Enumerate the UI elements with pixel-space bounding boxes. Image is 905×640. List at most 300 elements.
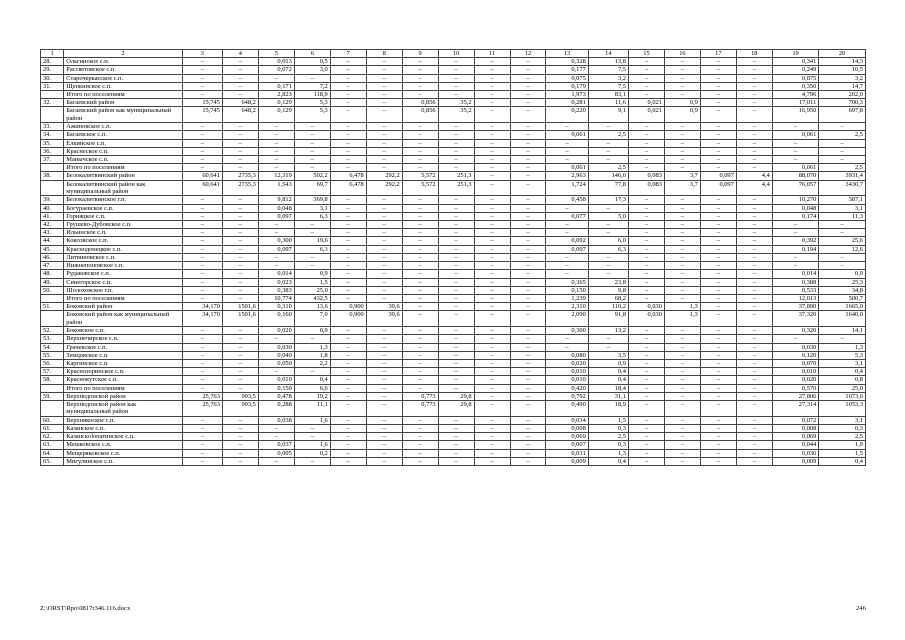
table-cell: – [474,212,510,220]
row-number: 65. [41,457,64,465]
table-cell: – [294,123,330,131]
column-header: 3 [182,50,222,58]
table-cell: 37,320 [772,311,819,327]
table-cell: – [664,237,700,245]
table-cell: – [510,66,546,74]
table-cell: 0,034 [546,416,588,424]
row-number: 44. [41,237,64,245]
table-cell: 0,075 [772,74,819,82]
column-header: 6 [294,50,330,58]
table-cell: – [819,229,866,237]
table-row [41,204,866,212]
table-cell: – [510,82,546,90]
table-cell: – [366,416,402,424]
table-cell: – [366,66,402,74]
table-cell: – [664,139,700,147]
table-cell: 0,014 [772,270,819,278]
table-cell: 0,008 [772,424,819,432]
table-cell: – [330,376,366,384]
table-cell: – [772,139,819,147]
table-cell: 0,194 [772,245,819,253]
table-cell: – [700,131,736,139]
table-cell: – [402,156,438,164]
table-cell: – [438,294,474,302]
table-cell: – [366,221,402,229]
table-cell: – [628,164,664,172]
row-name: Итого по поселениям [64,384,182,392]
table-cell: 0,072 [258,66,294,74]
table-cell: – [330,156,366,164]
table-cell: – [222,164,258,172]
table-cell: – [736,82,772,90]
table-cell: – [330,123,366,131]
table-cell: – [628,278,664,286]
table-row [41,196,866,204]
table-cell: – [438,229,474,237]
row-number: 48. [41,270,64,278]
table-cell: – [510,245,546,253]
table-cell: 3,1 [819,204,866,212]
table-cell: – [736,424,772,432]
table-cell: – [474,172,510,180]
table-cell: 0,900 [330,311,366,327]
row-name: Шолоховское г.п. [64,286,182,294]
table-cell: – [294,139,330,147]
table-cell: 0,773 [402,392,438,400]
table-cell: – [330,449,366,457]
table-cell: 0,9 [294,327,330,335]
table-row [41,253,866,261]
table-cell: – [402,74,438,82]
column-header: 18 [736,50,772,58]
table-cell: – [182,156,222,164]
table-cell: – [628,457,664,465]
column-header: 9 [402,50,438,58]
table-cell: 10,270 [772,196,819,204]
table-cell: – [664,351,700,359]
table-cell: 0,9 [294,270,330,278]
table-cell: 0,179 [546,82,588,90]
table-cell: – [182,229,222,237]
table-row [41,74,866,82]
table-cell: 76,057 [772,180,819,196]
table-cell: – [736,262,772,270]
table-cell: – [366,204,402,212]
table-cell: – [330,196,366,204]
table-cell: 1,8 [294,351,330,359]
table-cell: – [474,196,510,204]
table-cell: 34,8 [819,286,866,294]
table-cell: – [736,294,772,302]
table-cell: – [628,237,664,245]
table-cell: – [402,270,438,278]
table-cell: – [588,147,628,155]
table-cell: – [474,400,510,416]
table-cell: – [438,449,474,457]
table-cell: – [736,123,772,131]
row-name: Верхнякоское с.п. [64,416,182,424]
table-cell: – [438,262,474,270]
table-cell: – [402,204,438,212]
table-cell: – [438,204,474,212]
table-cell: – [700,416,736,424]
table-cell: – [700,107,736,123]
table-cell: – [438,424,474,432]
table-row [41,164,866,172]
table-cell: – [510,180,546,196]
table-cell: – [474,237,510,245]
table-cell: – [474,416,510,424]
table-cell: – [736,376,772,384]
table-cell: – [474,351,510,359]
table-cell: 0,420 [546,384,588,392]
table-cell: – [330,416,366,424]
table-cell: – [182,457,222,465]
table-cell: – [222,82,258,90]
table-cell: – [402,164,438,172]
row-name: Синегорское с.п. [64,278,182,286]
table-cell: – [474,66,510,74]
table-cell: – [736,303,772,311]
table-cell: 0,341 [772,58,819,66]
table-cell: 369,8 [294,196,330,204]
table-cell: – [366,164,402,172]
row-number [41,294,64,302]
table-cell: 0,021 [628,99,664,107]
table-cell: – [700,343,736,351]
table-cell: – [628,270,664,278]
table-row [41,229,866,237]
row-number [41,164,64,172]
table-cell: 6,3 [294,212,330,220]
table-cell: 2735,3 [222,180,258,196]
table-row [41,359,866,367]
table-cell: – [402,343,438,351]
table-cell: 1,5 [819,449,866,457]
table-cell: – [474,343,510,351]
table-cell: – [366,449,402,457]
table-cell: 0,008 [546,424,588,432]
row-number: 37. [41,156,64,164]
table-cell: 0,044 [772,441,819,449]
table-cell: – [258,433,294,441]
table-cell: – [366,384,402,392]
table-cell: 1,5 [588,416,628,424]
table-cell: – [182,196,222,204]
table-cell: 0,040 [258,351,294,359]
table-cell: – [628,433,664,441]
table-cell: – [510,294,546,302]
table-cell: 1501,6 [222,311,258,327]
column-header: 16 [664,50,700,58]
table-cell: – [182,204,222,212]
table-cell: – [402,424,438,432]
table-cell: – [330,327,366,335]
table-cell: – [510,303,546,311]
table-cell: – [222,351,258,359]
table-row [41,368,866,376]
table-cell: – [474,221,510,229]
table-row [41,327,866,335]
table-cell: – [474,204,510,212]
table-cell: – [664,368,700,376]
table-cell: – [366,139,402,147]
table-cell: – [736,229,772,237]
table-cell: – [182,221,222,229]
table-cell: – [474,286,510,294]
table-cell: – [736,58,772,66]
table-cell: – [628,392,664,400]
table-cell: 68,2 [588,294,628,302]
table-cell: – [402,212,438,220]
table-cell: 0,072 [772,416,819,424]
row-name: Белокалитвинский район как муниципальный район [64,180,182,196]
table-cell: – [222,139,258,147]
table-cell: – [474,424,510,432]
table-cell: – [402,91,438,99]
table-cell: 0,030 [628,311,664,327]
table-cell: 6,3 [294,245,330,253]
table-cell: – [819,156,866,164]
table-cell: – [819,335,866,343]
row-name: Каргинское с.п. [64,359,182,367]
table-cell: – [438,303,474,311]
table-cell: 0,320 [772,327,819,335]
table-cell: – [736,196,772,204]
table-cell: 23,8 [588,278,628,286]
table-cell: – [222,212,258,220]
table-cell: 251,3 [438,180,474,196]
table-cell: – [736,237,772,245]
table-cell: – [474,82,510,90]
table-cell: – [366,58,402,66]
table-cell: 0,177 [546,66,588,74]
table-cell: – [258,221,294,229]
table-cell: 0,570 [772,384,819,392]
table-cell: – [736,368,772,376]
table-cell: 13,8 [588,58,628,66]
table-cell: – [330,286,366,294]
table-cell: 0,4 [588,368,628,376]
table-cell: – [402,139,438,147]
table-cell: – [222,58,258,66]
table-cell: – [628,91,664,99]
table-cell: 0,020 [772,376,819,384]
table-cell: 1501,6 [222,303,258,311]
table-cell: – [772,262,819,270]
table-cell: – [222,221,258,229]
table-cell: – [366,327,402,335]
table-cell: 18,4 [588,384,628,392]
table-cell: 6,6 [294,384,330,392]
table-cell: – [294,147,330,155]
table-cell: – [664,212,700,220]
table-cell: – [366,131,402,139]
table-cell: 60,641 [182,172,222,180]
table-cell: – [330,400,366,416]
table-cell: – [438,139,474,147]
table-cell: – [700,58,736,66]
table-cell: – [510,91,546,99]
table-cell: – [736,245,772,253]
row-name: Краснозоринское с.п. [64,368,182,376]
table-cell: – [664,91,700,99]
table-cell: – [700,196,736,204]
table-cell: – [628,82,664,90]
table-cell: – [438,131,474,139]
table-cell: – [700,424,736,432]
table-cell: – [700,66,736,74]
table-cell: – [736,270,772,278]
table-cell: – [772,123,819,131]
table-cell: 0,014 [258,270,294,278]
row-number: 54. [41,343,64,351]
table-cell: – [588,262,628,270]
table-cell: – [222,433,258,441]
table-cell: 0,097 [700,180,736,196]
table-cell: 6,0 [588,237,628,245]
table-cell: – [294,262,330,270]
table-cell: – [819,139,866,147]
table-cell: – [736,392,772,400]
row-name: Боковское с.п. [64,327,182,335]
table-cell: 9,8 [588,286,628,294]
table-row [41,99,866,107]
table-cell: – [474,303,510,311]
table-row [41,107,866,123]
table-cell: – [700,253,736,261]
row-name: Богураевское с.п. [64,204,182,212]
table-cell: – [772,253,819,261]
table-cell: – [700,376,736,384]
table-cell: 0,129 [258,99,294,107]
table-cell: – [628,229,664,237]
table-cell: 60,641 [182,180,222,196]
table-cell: 10,5 [819,66,866,74]
table-cell: 6,3 [588,245,628,253]
row-number: 40. [41,204,64,212]
table-cell: – [474,245,510,253]
table-cell: – [588,270,628,278]
table-cell: 1,3 [664,311,700,327]
table-cell: – [474,441,510,449]
table-cell: – [258,457,294,465]
table-cell: – [330,359,366,367]
table-cell: 993,5 [222,392,258,400]
table-cell: – [474,359,510,367]
table-cell: – [182,66,222,74]
row-number [41,107,64,123]
table-cell: – [474,368,510,376]
row-number: 50. [41,286,64,294]
table-cell: – [588,229,628,237]
row-number: 45. [41,245,64,253]
table-cell: – [366,74,402,82]
table-row [41,131,866,139]
header-row [41,50,866,58]
table-cell: 0,061 [772,131,819,139]
table-cell: 3,2 [819,74,866,82]
table-cell: – [438,58,474,66]
table-cell: 0,9 [664,107,700,123]
table-cell: – [438,286,474,294]
table-cell: – [510,172,546,180]
table-cell: 0,4 [588,457,628,465]
row-number: 32. [41,99,64,107]
table-cell: 0,036 [772,449,819,457]
table-cell: – [222,74,258,82]
table-cell: 0,070 [772,359,819,367]
table-cell: 0,048 [258,204,294,212]
table-cell: – [258,147,294,155]
table-cell: – [736,204,772,212]
table-cell: – [772,229,819,237]
table-cell: – [438,343,474,351]
table-cell: – [664,376,700,384]
table-cell: – [664,384,700,392]
table-cell: – [510,368,546,376]
table-cell: – [402,147,438,155]
table-cell: 1,543 [258,180,294,196]
table-cell: – [222,204,258,212]
table-cell: 18,9 [588,400,628,416]
table-cell: – [700,335,736,343]
row-number: 63. [41,441,64,449]
table-cell: 0,009 [772,457,819,465]
column-header: 19 [772,50,819,58]
table-cell: 0,350 [772,82,819,90]
table-cell: – [700,359,736,367]
table-cell: – [510,424,546,432]
table-cell: – [510,123,546,131]
table-cell: – [474,311,510,327]
column-header: 1 [41,50,64,58]
table-cell: – [700,262,736,270]
table-cell: – [772,147,819,155]
table-row [41,212,866,220]
row-name: Мещеряковское с.п. [64,449,182,457]
row-number: 29. [41,66,64,74]
table-cell: – [700,221,736,229]
row-name: Итого по поселениям [64,91,182,99]
table-cell: – [182,286,222,294]
row-number: 57. [41,368,64,376]
table-cell: – [664,156,700,164]
table-cell: – [736,221,772,229]
table-cell: 4,4 [736,180,772,196]
table-cell: – [546,139,588,147]
table-cell: – [700,237,736,245]
table-cell: 3,1 [819,359,866,367]
table-row [41,172,866,180]
table-cell: 6,478 [330,180,366,196]
table-cell: – [628,376,664,384]
column-header: 8 [366,50,402,58]
row-name: Верхнедонской район [64,392,182,400]
table-cell: – [366,237,402,245]
table-cell: – [510,237,546,245]
table-cell: 0,490 [546,400,588,416]
table-cell: 25,6 [819,237,866,245]
table-cell: 25,763 [182,400,222,416]
table-cell: – [664,286,700,294]
table-cell: 1,3 [664,303,700,311]
table-cell: 1,3 [294,343,330,351]
table-cell: 0,4 [819,457,866,465]
table-cell: 6,478 [330,172,366,180]
table-cell: 1,973 [546,91,588,99]
row-number: 61. [41,424,64,432]
